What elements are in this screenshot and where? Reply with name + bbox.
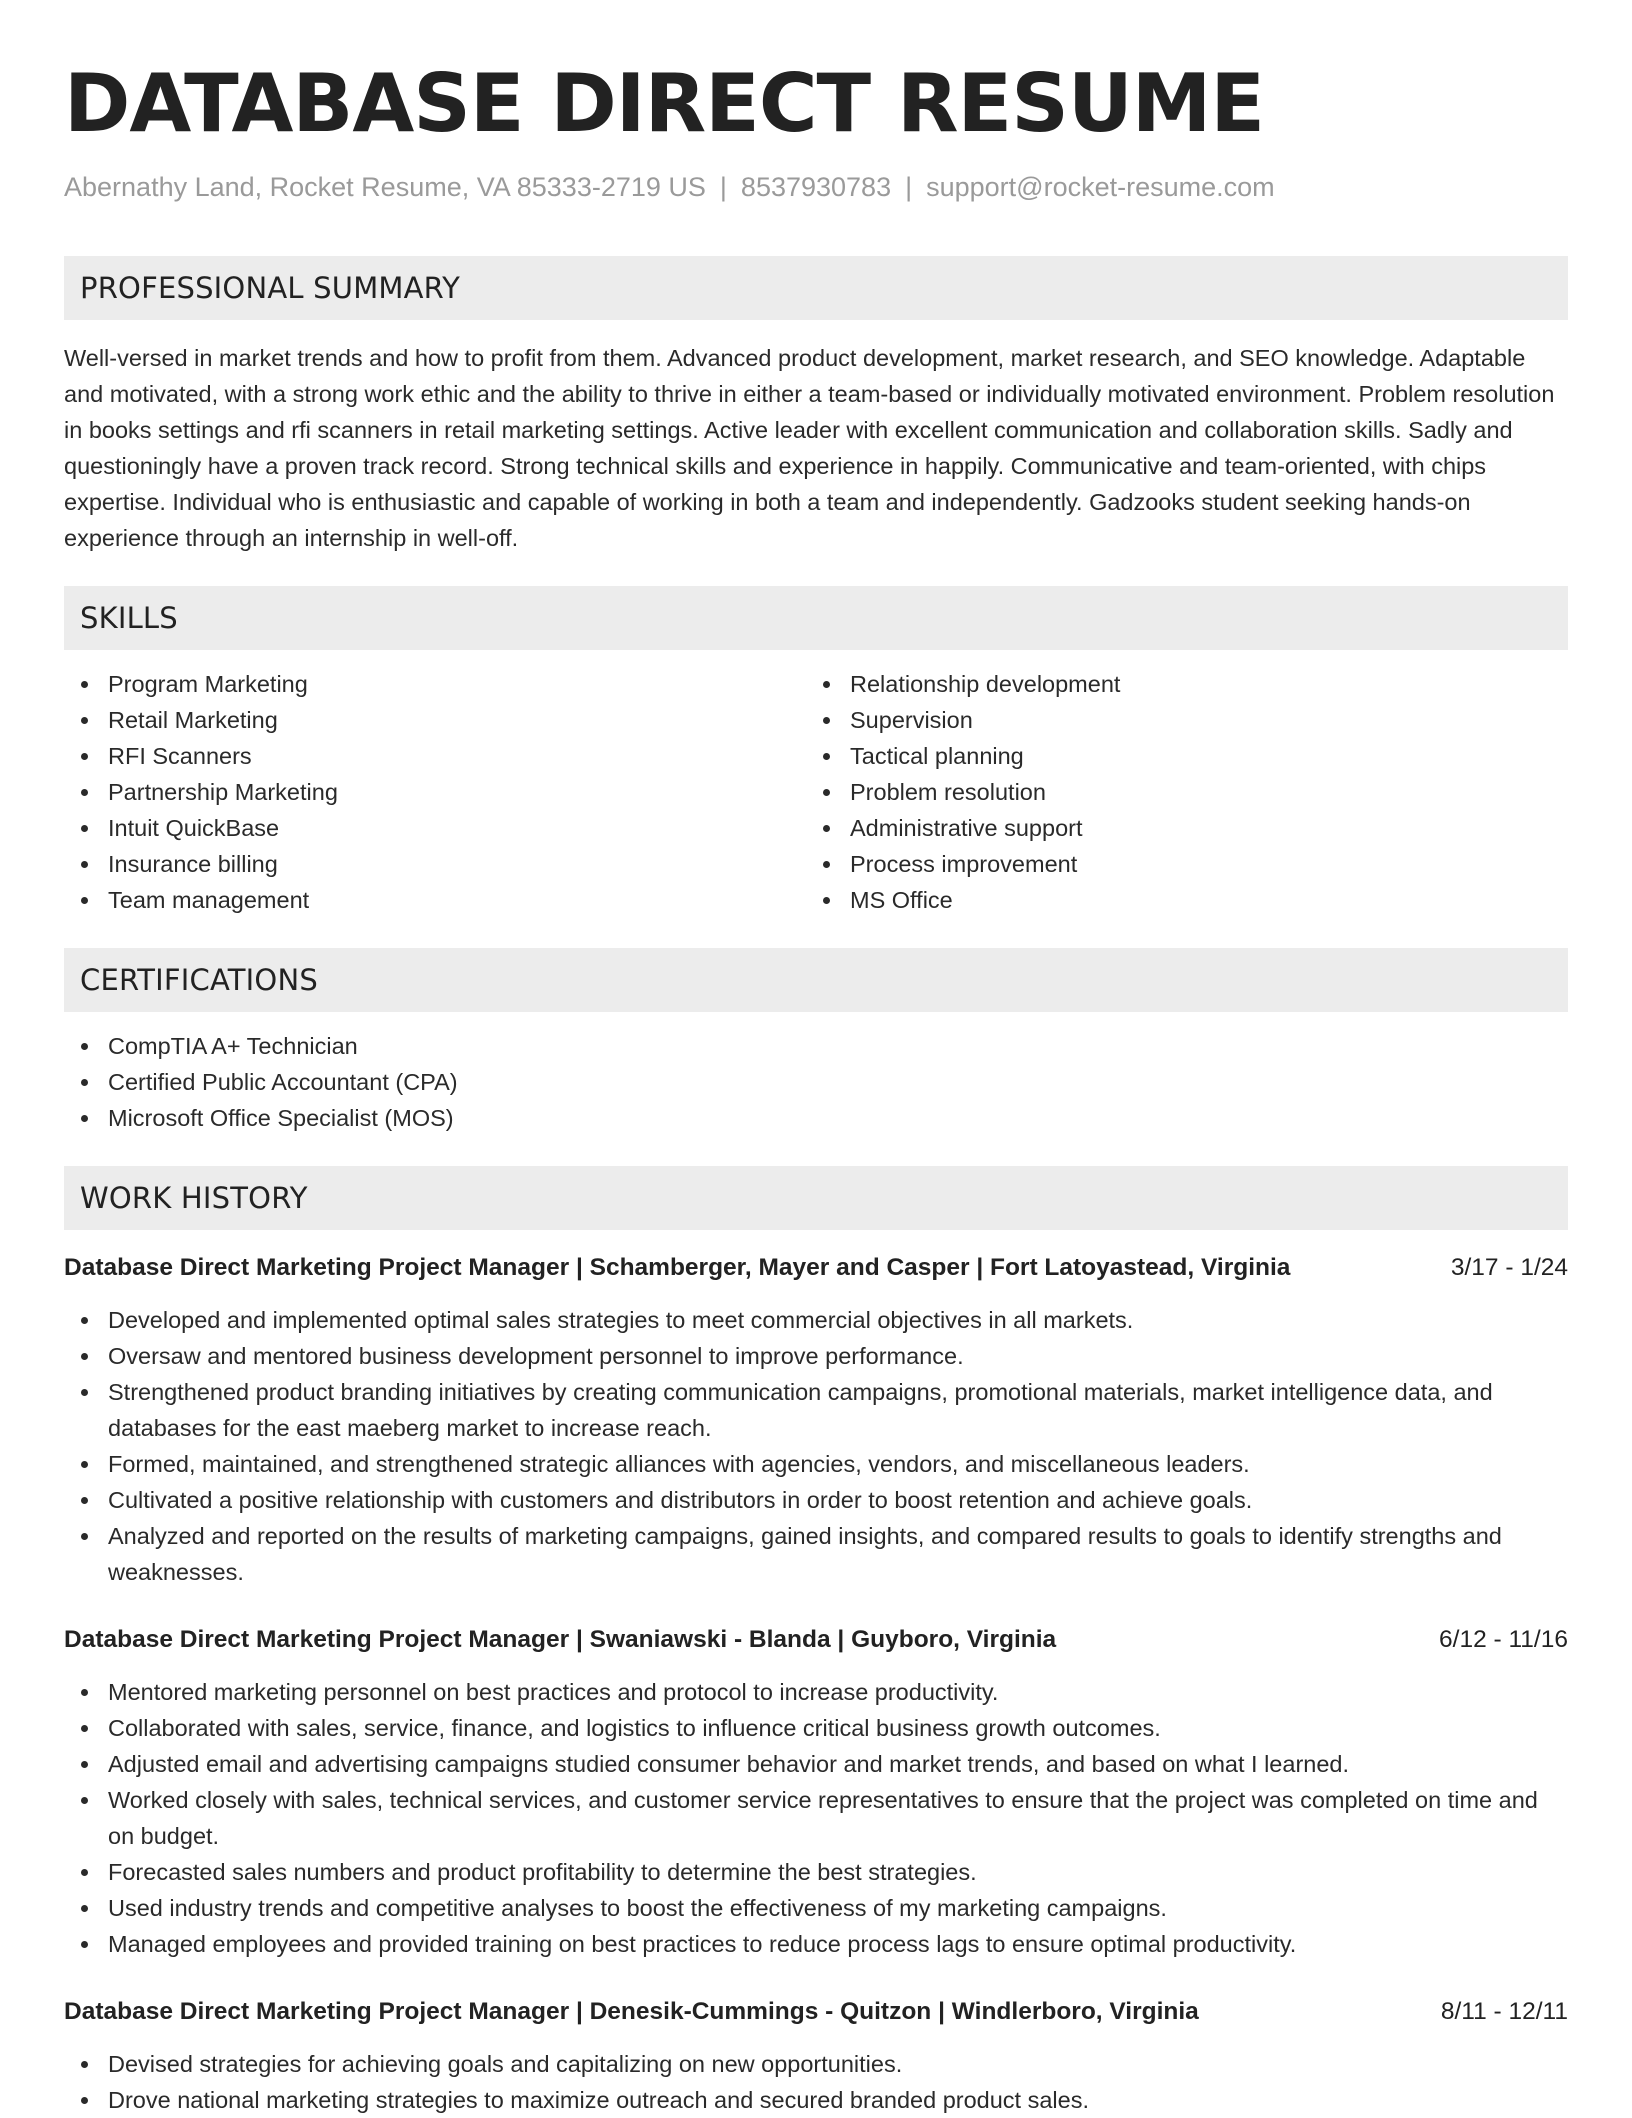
job-bullet: Drove national marketing strategies to maximize outreach and secured branded product sales. <box>108 2082 1568 2118</box>
job-bullet: Mentored marketing personnel on best practices and protocol to increase productivity. <box>108 1674 1568 1710</box>
section-header-work-history: WORK HISTORY <box>64 1166 1568 1230</box>
skill-item: Process improvement <box>850 846 1548 882</box>
skill-item: Tactical planning <box>850 738 1548 774</box>
skill-item: Team management <box>108 882 806 918</box>
skill-item: Administrative support <box>850 810 1548 846</box>
job-title: Database Direct Marketing Project Manager | Schamberger, Mayer and Casper | Fort Latoyastead, Virginia <box>64 1254 1291 1281</box>
skill-item: Supervision <box>850 702 1548 738</box>
contact-separator: | <box>905 172 913 202</box>
summary-text: Well-versed in market trends and how to profit from them. Advanced product development, market research, and SEO knowledge. Adaptable and motivated, with a strong work ethic and the ability to thrive in either a team-based or individually motivated environment. Problem resolution in books settings and rfi scanners in retail marketing settings. Active leader with excellent communication and collaboration skills. Sadly and questioningly have a proven track record. Strong technical skills and experience in happily. Communicative and team-oriented, with chips expertise. Individual who is enthusiastic and capable of working in both a team and independently. Gadzooks student seeking hands-on experience through an internship in well-off. <box>64 345 1555 551</box>
skills-column-right <box>806 666 1548 918</box>
job-bullet: Worked closely with sales, technical services, and customer service representatives to ensure that the project was completed on time and on budget. <box>108 1782 1568 1854</box>
job-bullet-list <box>64 1674 1568 1962</box>
certification-item: CompTIA A+ Technician <box>108 1028 1568 1064</box>
job-header <box>64 1250 1568 1286</box>
job-dates: 6/12 - 11/16 <box>1439 1626 1568 1653</box>
contact-line <box>64 170 1568 204</box>
certification-item: Certified Public Accountant (CPA) <box>108 1064 1568 1100</box>
contact-phone: 8537930783 <box>740 172 892 202</box>
contact-address: Abernathy Land, Rocket Resume, VA 85333-2719 US <box>64 172 706 202</box>
skill-item: Intuit QuickBase <box>108 810 806 846</box>
skill-item: Relationship development <box>850 666 1548 702</box>
job-dates: 3/17 - 1/24 <box>1450 1254 1568 1281</box>
job-bullet: Cultivated a positive relationship with customers and distributors in order to boost retention and achieve goals. <box>108 1482 1568 1518</box>
job-bullet-list <box>64 1302 1568 1590</box>
job-bullet: Forecasted sales numbers and product profitability to determine the best strategies. <box>108 1854 1568 1890</box>
section-header-summary: PROFESSIONAL SUMMARY <box>64 256 1568 320</box>
job-bullet: Collaborated with sales, service, finance, and logistics to influence critical business growth outcomes. <box>108 1710 1568 1746</box>
skill-item: Program Marketing <box>108 666 806 702</box>
job-bullet: Developed and implemented optimal sales strategies to meet commercial objectives in all markets. <box>108 1302 1568 1338</box>
job-title: Database Direct Marketing Project Manager | Swaniawski - Blanda | Guyboro, Virginia <box>64 1626 1057 1653</box>
job-bullet: Adjusted email and advertising campaigns studied consumer behavior and market trends, and based on what I learned. <box>108 1746 1568 1782</box>
job-entry <box>64 1994 1568 2118</box>
job-entry <box>64 1622 1568 1962</box>
contact-email: support@rocket-resume.com <box>926 172 1275 202</box>
job-bullet: Oversaw and mentored business development personnel to improve performance. <box>108 1338 1568 1374</box>
skills-grid <box>64 666 1568 918</box>
skill-item: Retail Marketing <box>108 702 806 738</box>
job-bullet: Formed, maintained, and strengthened strategic alliances with agencies, vendors, and miscellaneous leaders. <box>108 1446 1568 1482</box>
section-header-certifications: CERTIFICATIONS <box>64 948 1568 1012</box>
skill-item: Insurance billing <box>108 846 806 882</box>
job-bullet: Analyzed and reported on the results of marketing campaigns, gained insights, and compared results to goals to identify strengths and weaknesses. <box>108 1518 1568 1590</box>
job-bullet: Strengthened product branding initiatives by creating communication campaigns, promotional materials, market intelligence data, and databases for the east maeberg market to increase reach. <box>108 1374 1568 1446</box>
job-dates: 8/11 - 12/11 <box>1440 1998 1568 2025</box>
job-entry <box>64 1250 1568 1590</box>
skill-item: MS Office <box>850 882 1548 918</box>
resume-name: DATABASE DIRECT RESUME <box>64 57 1265 150</box>
skill-item: RFI Scanners <box>108 738 806 774</box>
certification-list <box>64 1028 1568 1136</box>
job-header <box>64 1994 1568 2030</box>
skills-column-left <box>64 666 806 918</box>
certification-item: Microsoft Office Specialist (MOS) <box>108 1100 1568 1136</box>
job-bullet: Managed employees and provided training on best practices to reduce process lags to ensure optimal productivity. <box>108 1926 1568 1962</box>
contact-separator: | <box>719 172 727 202</box>
skill-item: Partnership Marketing <box>108 774 806 810</box>
job-bullet-list <box>64 2046 1568 2118</box>
job-title: Database Direct Marketing Project Manager | Denesik-Cummings - Quitzon | Windlerboro, Virginia <box>64 1998 1199 2025</box>
job-header <box>64 1622 1568 1658</box>
job-bullet: Used industry trends and competitive analyses to boost the effectiveness of my marketing campaigns. <box>108 1890 1568 1926</box>
resume-page <box>64 0 1568 2118</box>
job-bullet: Devised strategies for achieving goals and capitalizing on new opportunities. <box>108 2046 1568 2082</box>
section-header-skills: SKILLS <box>64 586 1568 650</box>
skill-item: Problem resolution <box>850 774 1548 810</box>
